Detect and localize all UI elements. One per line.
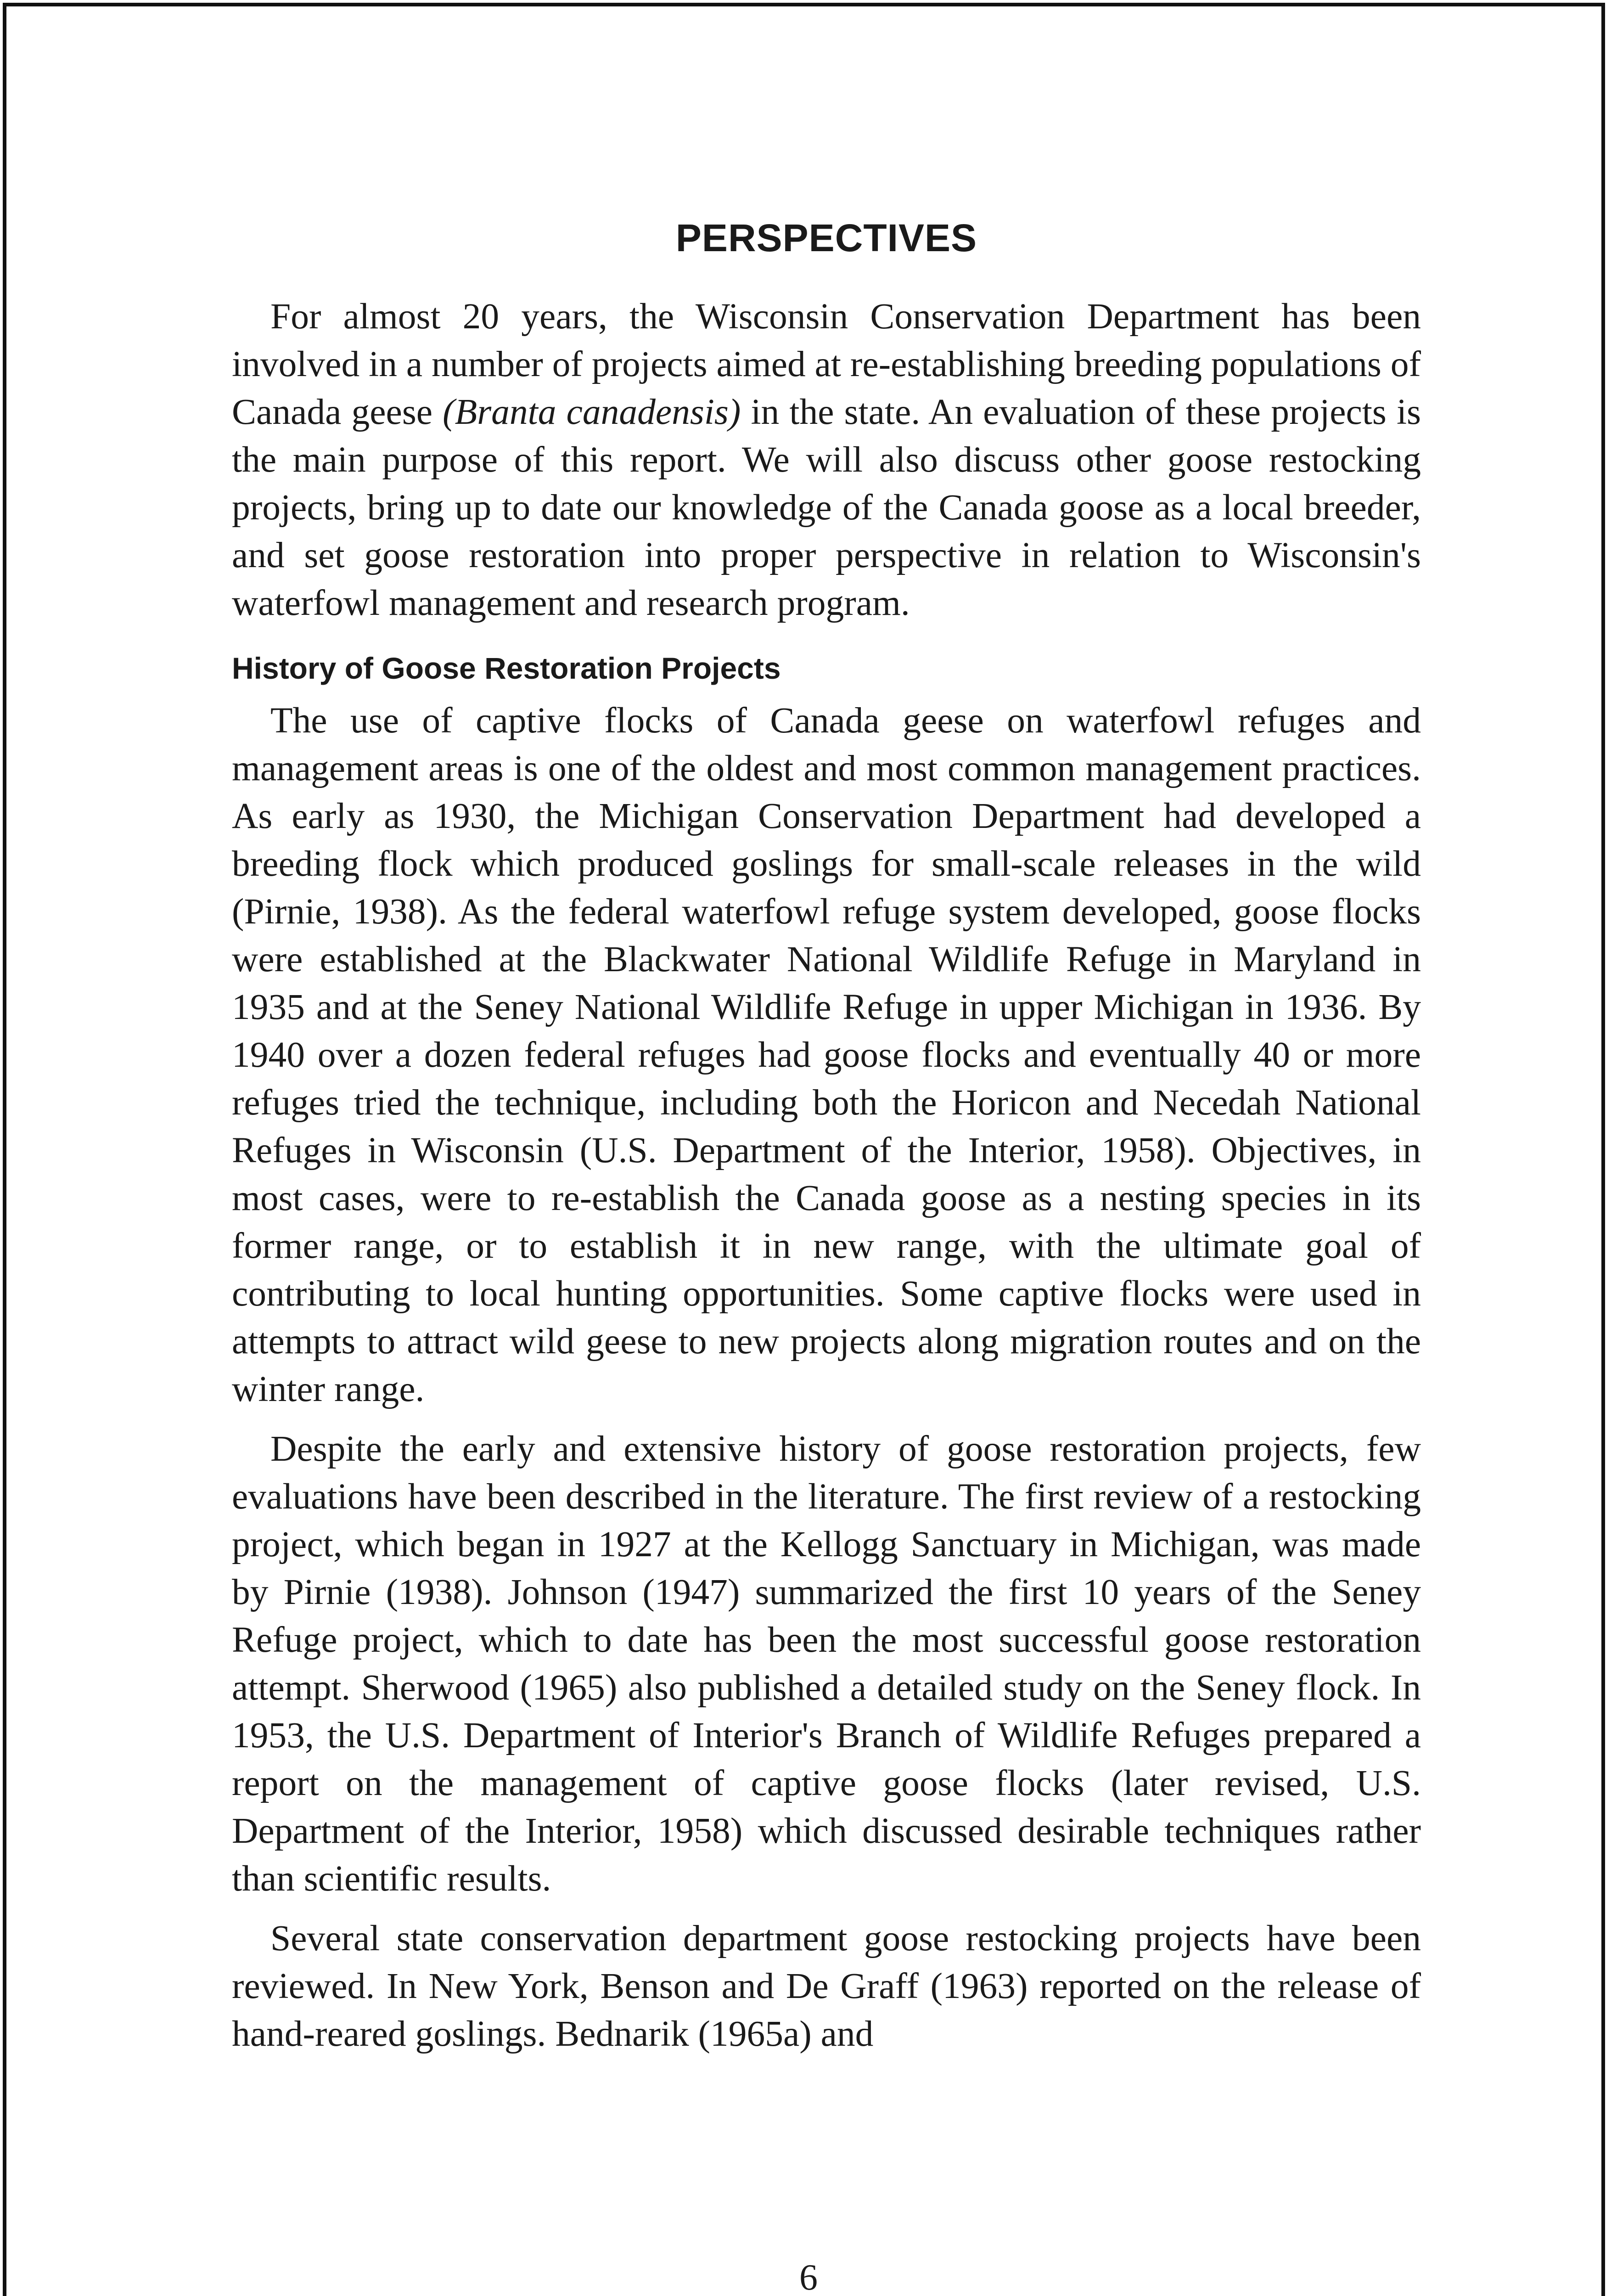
section-subheading: History of Goose Restoration Projects [232,651,781,685]
body-paragraph: The use of captive flocks of Canada geese on waterfowl refuges and management areas is one of the oldest and most common management practices. As early as 1930, the Michigan Conservation Department had developed a breeding flock which produced goslings for small-scale releases in the wild (Pirnie, 1938). As the federal waterfowl refuge system developed, goose flocks were established at the Blackwater National Wildlife Refuge in Maryland in 1935 and at the Seney National Wildlife Refuge in upper Michigan in 1936. By 1940 over a dozen federal refuges had goose flocks and eventually 40 or more refuges tried the technique, including both the Horicon and Necedah National Refuges in Wisconsin (U.S. Department of the Interior, 1958). Objectives, in most cases, were to re-establish the Canada goose as a nesting species in its former range, or to establish it in new range, with the ultimate goal of contributing to local hunting opportunities. Some captive flocks were used in attempts to attract wild geese to new projects along migration routes and on the winter range. [232,700,1421,1409]
intro-text-part2: in the state. An evaluation of these projects is the main purpose of this report. We will also discuss other goose restocking projects, bring up to date our knowledge of the Canada goose as a local breeder, and set goose restoration into proper perspective in relation to Wisconsin's waterfowl management and research program. [232,392,1421,623]
intro-paragraph [232,293,1421,627]
body-paragraph: Despite the early and extensive history of goose restoration projects, few evaluations have been described in the literature. The first review of a restocking project, which began in 1927 at the Kellogg Sanctuary in Michigan, was made by Pirnie (1938). Johnson (1947) summarized the first 10 years of the Seney Refuge project, which to date has been the most successful goose restoration attempt. Sherwood (1965) also published a detailed study on the Seney flock. In 1953, the U.S. Department of Interior's Branch of Wildlife Refuges prepared a report on the management of captive goose flocks (later revised, U.S. Department of the Interior, 1958) which discussed desirable techniques rather than scientific results. [232,1429,1421,1899]
section-title: PERSPECTIVES [675,216,977,259]
body-paragraph: Several state conservation department goose restocking projects have been reviewed. In New York, Benson and De Graff (1963) reported on the release of hand-reared goslings. Bednarik (1965a) and [232,1918,1421,2054]
intro-text-part1: For almost 20 years, the Wisconsin Conservation Department has been involved in a number of projects aimed at re-establishing breeding populations of Canada geese [232,296,1421,432]
species-name: (Branta canadensis) [443,392,741,432]
page-content [232,216,1421,2070]
page-number: 6 [799,2257,818,2296]
